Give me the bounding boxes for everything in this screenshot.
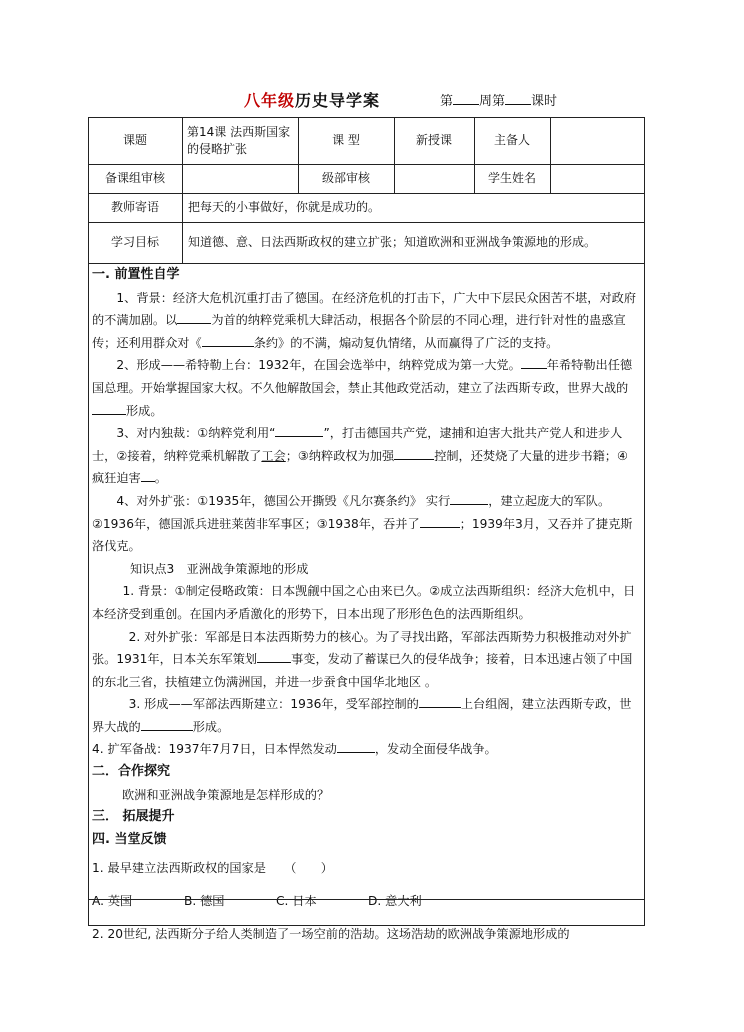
blank-cabinet[interactable] xyxy=(419,693,461,708)
para-japan-formation: 3. 形成——军部法西斯建立：1936年，受军部控制的 上台组阁，建立法西斯专政，世界大战的 形成。 xyxy=(92,693,640,738)
row-divider xyxy=(88,899,645,900)
page-title xyxy=(244,88,380,111)
grade-review-label: 级部审核 xyxy=(321,171,370,185)
type-value: 新授课 xyxy=(415,133,452,147)
blank-event[interactable] xyxy=(257,648,291,663)
para-expansion: 4、对外扩张：①1935年，德国公开撕毁《凡尔赛条约》 实行 ，建立起庞大的军队。②1936年，德国派兵进驻莱茵非军事区；③1938年，吞并了 ；1939年3月，又吞并了捷克斯洛伐克。 xyxy=(92,490,640,558)
blank-war[interactable] xyxy=(337,738,375,753)
student-name-field[interactable] xyxy=(551,165,644,192)
section-extend-title: 三． 拓展提升 xyxy=(92,809,175,825)
option-b[interactable]: B. 德国 xyxy=(184,894,225,909)
review-group-label: 备课组审核 xyxy=(104,171,165,185)
week-blank[interactable] xyxy=(453,92,479,105)
knowledge-point-3: 知识点3 亚洲战争策源地的形成 xyxy=(130,561,309,576)
section-preview-title: 一. 前置性自学 xyxy=(92,267,180,282)
lesson-blank[interactable] xyxy=(505,92,531,105)
para-dictatorship: 3、对内独裁：①纳粹党利用“ ”，打击德国共产党，逮捕和迫害大批共产党人和进步人士，②接着，纳粹党乘机解散了工会；③纳粹政权为加强 控制，还焚烧了大量的进步书籍；④疯狂迫害 。 xyxy=(92,422,640,490)
para-japan-background: 1. 背景：①制定侵略政策：日本觊觎中国之心由来已久。②成立法西斯组织：经济大危机中，日本经济受到重创。在国内矛盾激化的形势下，日本出现了形形色色的法西斯组织。 xyxy=(92,584,636,621)
review-group-field[interactable] xyxy=(183,165,297,192)
teacher-msg-value: 把每天的小事做好，你就是成功的。 xyxy=(188,200,381,214)
grade-review-field[interactable] xyxy=(395,165,473,192)
lesson-content xyxy=(92,264,640,945)
topic-label: 课题 xyxy=(122,133,147,147)
section-cooperate-title: 二．合作探究 xyxy=(92,764,171,780)
para-japan-expansion: 2. 对外扩张：军部是日本法西斯势力的核心。为了寻找出路，军部法西斯势力积极推动对外扩张。1931年，日本关东军策划 事变，发动了蓄谋已久的侵华战争；接着，日本迅速占领了中国的东北三省，扶植建立伪满洲国，并进一步蚕食中国华北地区 。 xyxy=(92,629,633,689)
blank-control[interactable] xyxy=(394,445,434,460)
question-2: 2. 20世纪, 法西斯分子给人类制造了一场空前的浩劫。这场浩劫的欧洲战争策源地形成的 xyxy=(92,926,570,941)
preparer-field[interactable] xyxy=(551,118,644,163)
blank-year[interactable] xyxy=(521,354,547,369)
preparer-label: 主备人 xyxy=(493,133,530,147)
question-1-options xyxy=(92,890,640,913)
title-grade: 八年级 xyxy=(244,91,296,110)
blank-treaty[interactable] xyxy=(202,332,254,347)
option-d[interactable]: D. 意大利 xyxy=(368,894,422,909)
blank-incident[interactable] xyxy=(275,422,323,437)
section-feedback-title: 四. 当堂反馈 xyxy=(92,831,167,847)
blank-annex[interactable] xyxy=(420,513,460,528)
blank-source[interactable] xyxy=(92,400,126,415)
week-info: 第 周第 课时 xyxy=(440,94,558,109)
goals-value: 知道德、意、日法西斯政权的建立扩张；知道欧洲和亚洲战争策源地的形成。 xyxy=(188,235,597,249)
title-doc: 导学案 xyxy=(329,91,381,110)
blank-conscription[interactable] xyxy=(450,490,488,505)
header xyxy=(0,88,744,112)
title-subject: 历史 xyxy=(295,91,330,110)
type-label: 课 型 xyxy=(332,133,360,147)
goals-label: 学习目标 xyxy=(110,235,159,249)
blank-source-asia[interactable] xyxy=(141,716,193,731)
blank-persecute[interactable] xyxy=(141,467,155,482)
option-a[interactable]: A. 英国 xyxy=(92,894,133,909)
blank-leader[interactable] xyxy=(177,309,211,324)
question-1: 1. 最早建立法西斯政权的国家是 （ ） xyxy=(92,861,333,876)
para-formation: 2、形成——希特勒上台：1932年，在国会选举中，纳粹党成为第一大党。 年希特勒出任德国总理。开始掌握国家大权。不久他解散国会，禁止其他政党活动，建立了法西斯专政，世界大战的形成。 xyxy=(92,354,640,422)
student-name-label: 学生姓名 xyxy=(487,171,536,185)
teacher-msg-label: 教师寄语 xyxy=(110,200,159,214)
topic-value: 第14课 法西斯国家的侵略扩张 xyxy=(187,124,291,156)
cooperate-question: 欧洲和亚洲战争策源地是怎样形成的？ xyxy=(122,787,330,802)
option-c[interactable]: C. 日本 xyxy=(276,894,317,909)
para-japan-war: 4. 扩军备战：1937年7月7日，日本悍然发动 ，发动全面侵华战争。 xyxy=(92,738,640,761)
para-background: 1、背景：经济大危机沉重打击了德国。在经济危机的打击下，广大中下层民众困苦不堪，对政府的不满加剧。以 为首的纳粹党乘机大肆活动，根据各个阶层的不同心理，进行针对性的蛊惑宣传；还利用群众对《 条约》的不满，煽动复仇情绪，从而赢得了广泛的支持。 xyxy=(92,290,637,350)
